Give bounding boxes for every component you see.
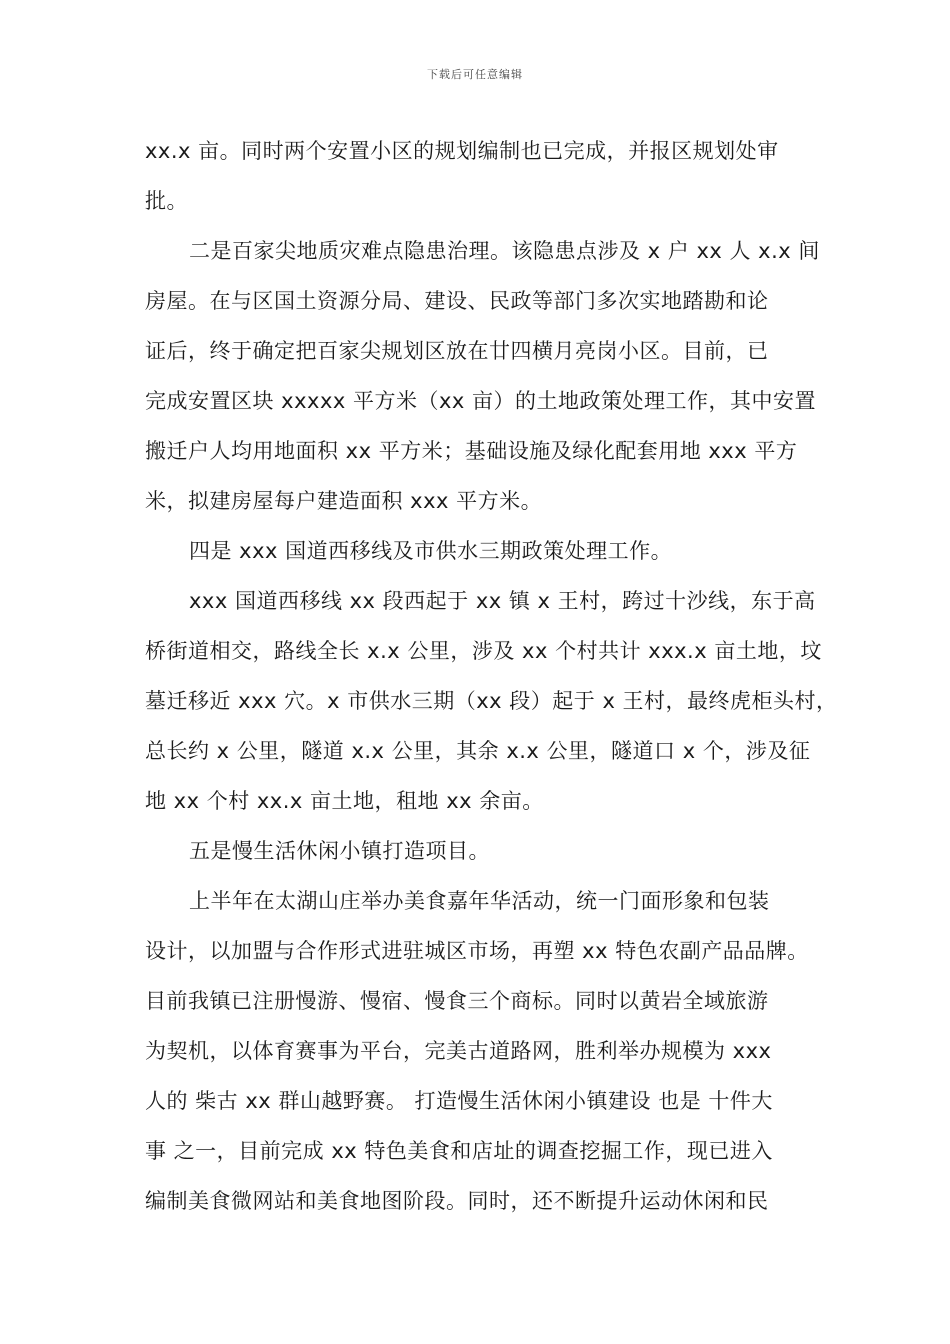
text-line: xx.x 亩。同时两个安置小区的规划编制也已完成，并报区规划处审 [145, 139, 779, 163]
text-line: 二是百家尖地质灾难点隐患治理。该隐患点涉及 x 户 xx 人 x.x 间 [189, 239, 820, 263]
text-line: 四是 xxx 国道西移线及市供水三期政策处理工作。 [189, 539, 673, 563]
text-line: 地 xx 个村 xx.x 亩土地，租地 xx 余亩。 [145, 789, 544, 813]
text-line: 墓迁移近 xxx 穴。x 市供水三期（xx 段）起于 x 王村，最终虎柜头村， [145, 689, 838, 713]
text-line: 批。 [145, 189, 188, 213]
text-line: 人的 柴古 xx 群山越野赛。 打造慢生活休闲小镇建设 也是 十件大 [145, 1089, 773, 1113]
text-line: 编制美食微网站和美食地图阶段。同时，还不断提升运动休闲和民 [145, 1189, 769, 1213]
text-line: 目前我镇已注册慢游、慢宿、慢食三个商标。同时以黄岩全域旅游 [145, 989, 769, 1013]
download-note: 下载后可任意编辑 [427, 68, 523, 81]
text-line: 上半年在太湖山庄举办美食嘉年华活动，统一门面形象和包装 [189, 889, 770, 913]
text-line: 五是慢生活休闲小镇打造项目。 [189, 839, 490, 863]
text-line: 设计，以加盟与合作形式进驻城区市场，再塑 xx 特色农副产品品牌。 [145, 939, 809, 963]
text-line: 搬迁户人均用地面积 xx 平方米；基础设施及绿化配套用地 xxx 平方 [145, 439, 798, 463]
text-line: 事 之一，目前完成 xx 特色美食和店址的调查挖掘工作，现已进入 [145, 1139, 773, 1163]
text-line: 房屋。在与区国土资源分局、建设、民政等部门多次实地踏勘和论 [145, 289, 769, 313]
text-line: 证后，终于确定把百家尖规划区放在廿四横月亮岗小区。目前，已 [145, 339, 769, 363]
document-body [145, 126, 838, 1226]
text-line: 为契机，以体育赛事为平台，完美古道路网，胜利举办规模为 xxx [145, 1039, 772, 1063]
text-line: xxx 国道西移线 xx 段西起于 xx 镇 x 王村，跨过十沙线，东于高 [189, 589, 816, 613]
text-line: 总长约 x 公里，隧道 x.x 公里，其余 x.x 公里，隧道口 x 个，涉及征 [145, 739, 811, 763]
text-line: 完成安置区块 xxxxx 平方米（xx 亩）的土地政策处理工作，其中安置 [145, 389, 817, 413]
text-line: 米，拟建房屋每户建造面积 xxx 平方米。 [145, 489, 543, 513]
text-line: 桥街道相交，路线全长 x.x 公里，涉及 xx 个村共计 xxx.x 亩土地，坟 [145, 639, 822, 663]
